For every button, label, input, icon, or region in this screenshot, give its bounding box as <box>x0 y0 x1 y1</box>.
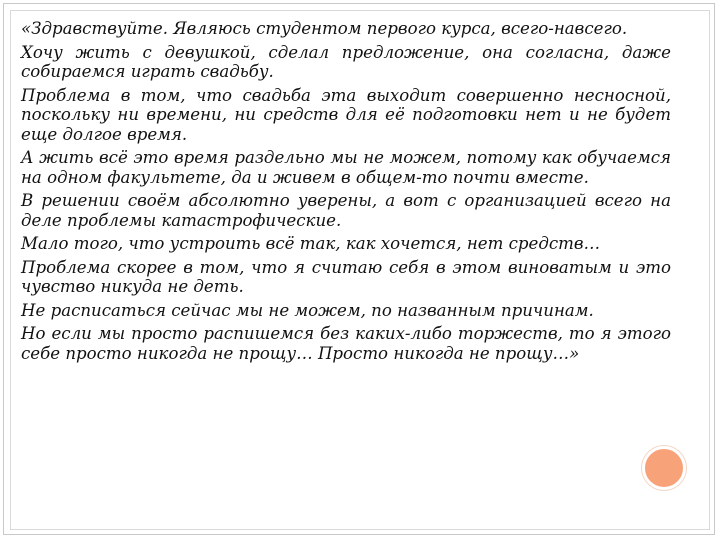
paragraph-greeting: «Здравствуйте. Являюсь студентом первого курса, всего-навсего. <box>21 19 628 38</box>
paragraph-proposal: Хочу жить с девушкой, сделал предложение, она согласна, даже собираемся играть свадьбу. <box>21 42 671 81</box>
slide-body-text <box>21 19 671 367</box>
decorative-circle-icon <box>642 446 686 490</box>
paragraph-decision: В решении своём абсолютно уверены, а вот с организацией всего на деле проблемы катастрофические. <box>21 191 671 230</box>
paragraph-no-means: Мало того, что устроить всё так, как хочется, нет средств… <box>21 234 601 253</box>
paragraph-cannot-wait: Не расписаться сейчас мы не можем, по названным причинам. <box>21 300 594 320</box>
paragraph-problem: Проблема в том, что свадьба эта выходит совершенно несносной, поскольку ни времени, ни средств для её подготовки нет и не будет еще долгое время. <box>21 85 671 144</box>
paragraph-living-together: А жить всё это время раздельно мы не можем, потому как обучаемся на одном факультете, да и живем в общем-то почти вместе. <box>21 148 671 187</box>
paragraph-closing: Но если мы просто распишемся без каких-либо торжеств, то я этого себе просто никогда не прощу… Просто никогда не прощу…» <box>21 324 671 363</box>
paragraph-guilt: Проблема скорее в том, что я считаю себя в этом виноватым и это чувство никуда не деть. <box>21 257 671 296</box>
